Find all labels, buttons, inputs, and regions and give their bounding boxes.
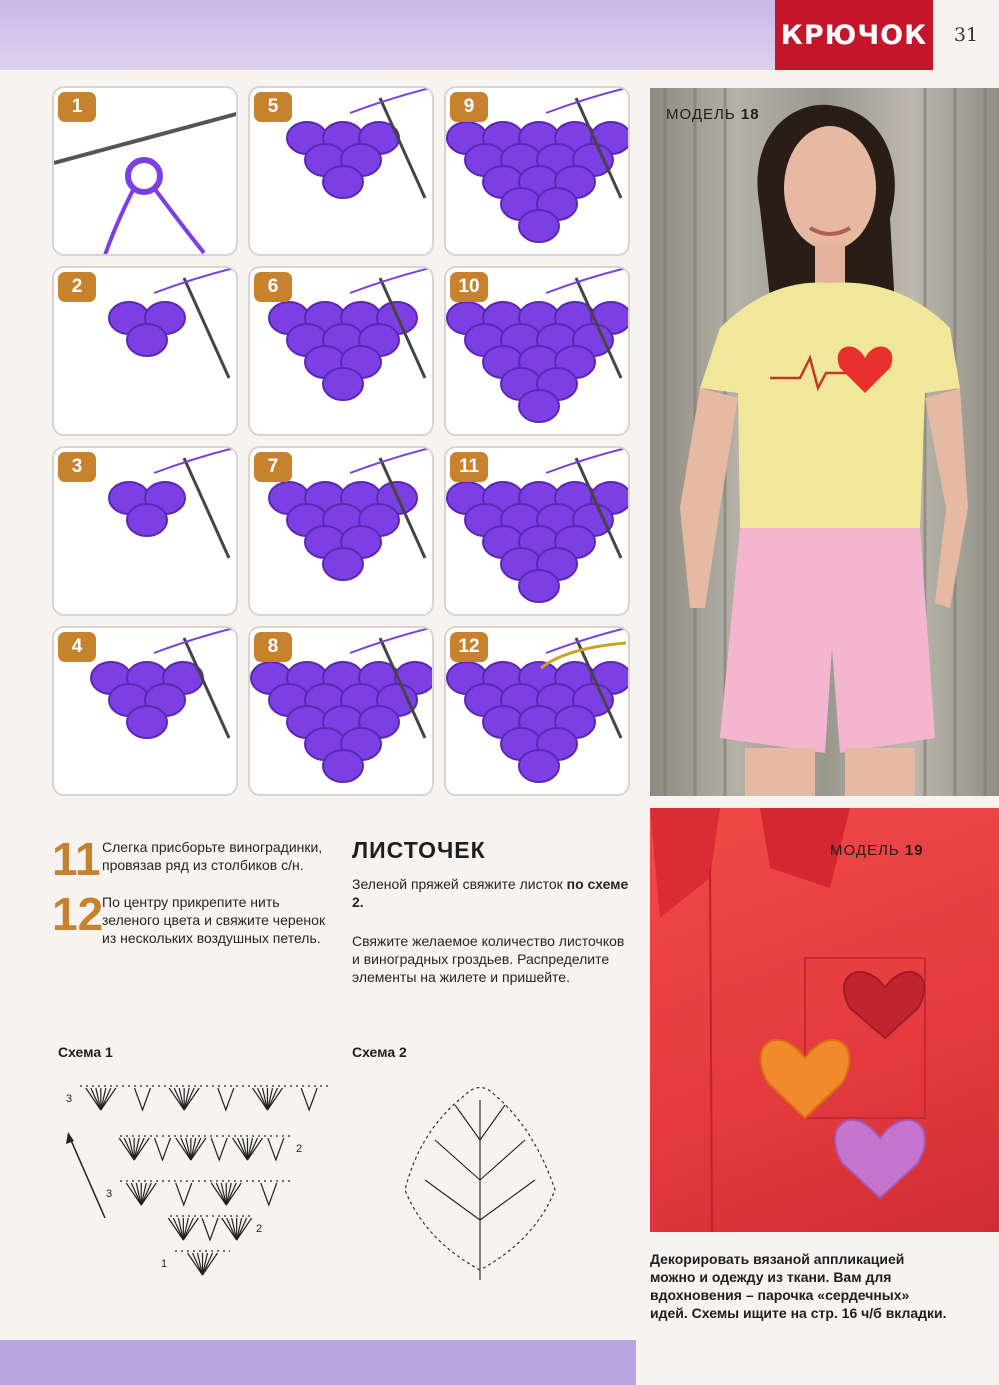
step-photo [52,626,238,796]
step-number-badge: 12 [450,632,488,662]
scheme-2-diagram [385,1070,575,1285]
instruction-text: Слегка присборьте виноградинки, провязав ряд из столбиков с/н. [102,839,323,873]
step-number-badge: 5 [254,92,292,122]
step-number-badge: 3 [58,452,96,482]
model-18-photo [650,88,999,796]
instruction-number: 12 [52,888,104,940]
scheme-row-number: 2 [296,1143,303,1155]
instruction-text: По центру прикрепите нить зеленого цвета и свяжите черенок из нескольких воздушных петель. [102,894,326,946]
scheme-row-number: 3 [106,1188,113,1200]
model-18-label: МОДЕЛЬ 18 [666,106,760,123]
scheme-row-number: 3 [66,1093,73,1105]
section-title: КРЮЧОК [775,0,933,70]
leaf-paragraph-1: Зеленой пряжей свяжите листок по схеме 2. [352,876,629,910]
scheme-1-label: Схема 1 [58,1044,113,1060]
step-number-badge: 4 [58,632,96,662]
step-photo [52,446,238,616]
step-photo [444,446,630,616]
section-heading: ЛИСТОЧЕК [352,837,486,863]
step-number-badge: 7 [254,452,292,482]
scheme-row-number: 2 [256,1223,263,1235]
step-number-badge: 8 [254,632,292,662]
step-photo-grid [52,86,630,798]
step-number-badge: 6 [254,272,292,302]
scheme-row-number: 1 [161,1258,168,1270]
scheme-1-diagram [50,1068,340,1288]
step-photo [52,266,238,436]
step-photo [444,86,630,256]
step-photo [444,266,630,436]
step-photo [248,86,434,256]
header-band [0,0,775,70]
step-photo [444,626,630,796]
step-number-badge: 9 [450,92,488,122]
step-number-badge: 2 [58,272,96,302]
step-number-badge: 1 [58,92,96,122]
leaf-paragraph-2: Свяжите желаемое количество листочков и виноградных гроздьев. Распределите элементы на жилете и пришейте. [352,933,625,985]
model-19-label: МОДЕЛЬ 19 [830,842,924,859]
instruction-number: 11 [52,833,101,885]
step-photo [248,626,434,796]
step-number-badge: 10 [450,272,488,302]
page-number: 31 [953,24,979,46]
step-photo [52,86,238,256]
scheme-2-label: Схема 2 [352,1044,407,1060]
step-photo [248,446,434,616]
photo-caption: Декорировать вязаной аппликацией можно и одежду из ткани. Вам для вдохновения – парочка «сердечных» идей. Схемы ищите на стр. 16 ч/б вкладки. [650,1251,947,1321]
step-photo [248,266,434,436]
footer-band [0,1340,636,1385]
model-19-photo [650,808,999,1232]
step-number-badge: 11 [450,452,488,482]
